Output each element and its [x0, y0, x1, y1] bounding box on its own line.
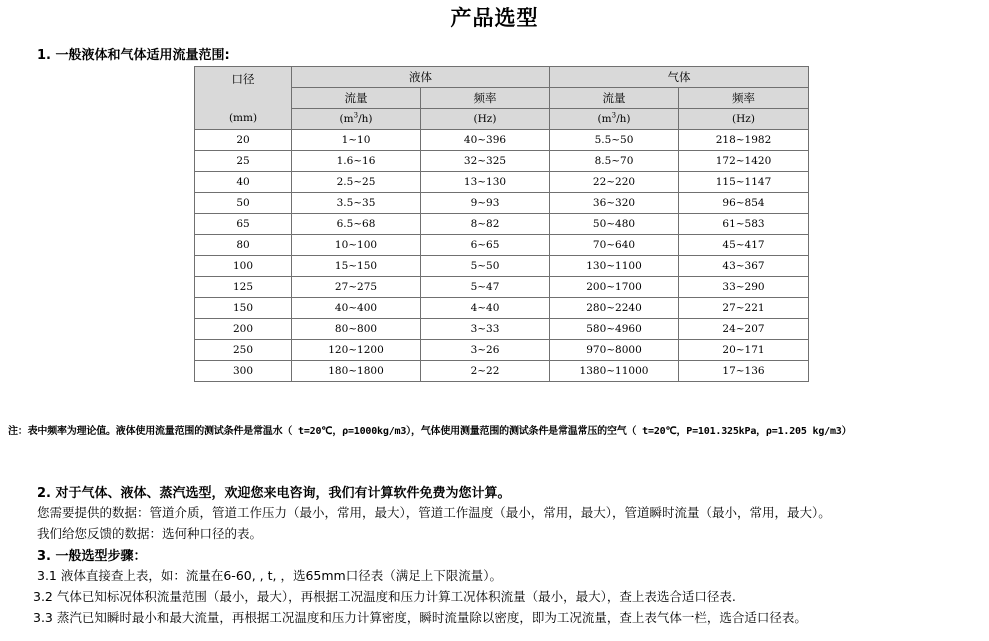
table-row	[195, 172, 809, 193]
liquid-freq-cell: 6~65	[421, 235, 550, 256]
liquid-flow-cell: 27~275	[292, 277, 421, 298]
liquid-freq-header: 频率	[421, 88, 550, 109]
bore-cell: 100	[195, 256, 292, 277]
table-row	[195, 214, 809, 235]
liquid-header: 液体	[292, 67, 550, 88]
section-3-step-3: 3.3 蒸汽已知瞬时最小和最大流量，再根据工况温度和压力计算密度，瞬时流量除以密度，即为工况流量，查上表气体一栏，选合适口径表。	[33, 610, 807, 625]
section-2-line-1: 您需要提供的数据：管道介质，管道工作压力（最小，常用，最大），管道工作温度（最小，常用，最大），管道瞬时流量（最小，常用，最大）。	[37, 505, 831, 520]
liquid-freq-cell: 2~22	[421, 361, 550, 382]
bore-cell: 20	[195, 130, 292, 151]
liquid-flow-header: 流量	[292, 88, 421, 109]
liquid-flow-cell: 80~800	[292, 319, 421, 340]
bore-cell: 250	[195, 340, 292, 361]
table-row	[195, 361, 809, 382]
page-title: 产品选型	[450, 5, 539, 30]
flow-unit-post: /h)	[616, 113, 631, 125]
bore-cell: 50	[195, 193, 292, 214]
gas-freq-cell: 115~1147	[679, 172, 809, 193]
gas-freq-cell: 43~367	[679, 256, 809, 277]
table-row	[195, 193, 809, 214]
gas-flow-cell: 1380~11000	[550, 361, 679, 382]
liquid-flow-cell: 10~100	[292, 235, 421, 256]
table-row	[195, 256, 809, 277]
gas-freq-cell: 17~136	[679, 361, 809, 382]
table-row	[195, 151, 809, 172]
gas-freq-header: 频率	[679, 88, 809, 109]
table-row	[195, 235, 809, 256]
gas-freq-cell: 24~207	[679, 319, 809, 340]
gas-freq-cell: 96~854	[679, 193, 809, 214]
section-1-heading: 1. 一般液体和气体适用流量范围:	[37, 48, 230, 63]
table-row	[195, 340, 809, 361]
gas-flow-cell: 280~2240	[550, 298, 679, 319]
gas-flow-cell: 970~8000	[550, 340, 679, 361]
liquid-flow-cell: 40~400	[292, 298, 421, 319]
bore-header-cell	[195, 67, 292, 130]
table-row	[195, 130, 809, 151]
table-row	[195, 277, 809, 298]
flow-unit-pre: (m	[597, 113, 612, 125]
gas-freq-cell: 218~1982	[679, 130, 809, 151]
liquid-freq-cell: 8~82	[421, 214, 550, 235]
liquid-flow-cell: 2.5~25	[292, 172, 421, 193]
gas-flow-cell: 22~220	[550, 172, 679, 193]
liquid-freq-cell: 13~130	[421, 172, 550, 193]
liquid-freq-cell: 3~26	[421, 340, 550, 361]
gas-freq-cell: 20~171	[679, 340, 809, 361]
liquid-flow-cell: 180~1800	[292, 361, 421, 382]
bore-cell: 40	[195, 172, 292, 193]
liquid-freq-cell: 32~325	[421, 151, 550, 172]
bore-cell: 200	[195, 319, 292, 340]
gas-flow-unit	[550, 109, 679, 130]
gas-header: 气体	[550, 67, 809, 88]
flow-unit-pre: (m	[339, 113, 354, 125]
gas-flow-cell: 200~1700	[550, 277, 679, 298]
liquid-freq-cell: 5~50	[421, 256, 550, 277]
liquid-flow-cell: 6.5~68	[292, 214, 421, 235]
liquid-flow-cell: 120~1200	[292, 340, 421, 361]
gas-freq-cell: 33~290	[679, 277, 809, 298]
liquid-freq-cell: 3~33	[421, 319, 550, 340]
table-row	[195, 298, 809, 319]
flow-range-table	[194, 66, 809, 382]
section-2-line-2: 我们给您反馈的数据：选何种口径的表。	[37, 526, 263, 541]
bore-header-unit: (mm)	[228, 112, 258, 124]
gas-flow-header: 流量	[550, 88, 679, 109]
liquid-flow-cell: 1~10	[292, 130, 421, 151]
bore-cell: 25	[195, 151, 292, 172]
gas-flow-cell: 8.5~70	[550, 151, 679, 172]
gas-freq-cell: 45~417	[679, 235, 809, 256]
gas-flow-cell: 50~480	[550, 214, 679, 235]
gas-flow-cell: 36~320	[550, 193, 679, 214]
section-3-step-2: 3.2 气体已知标况体积流量范围（最小，最大），再根据工况温度和压力计算工况体积流量（最小，最大），查上表选合适口径表.	[33, 589, 736, 604]
liquid-freq-unit: (Hz)	[421, 109, 550, 130]
liquid-freq-cell: 4~40	[421, 298, 550, 319]
section-3-heading: 3. 一般选型步骤：	[37, 549, 147, 564]
liquid-flow-unit	[292, 109, 421, 130]
gas-freq-cell: 172~1420	[679, 151, 809, 172]
bore-cell: 125	[195, 277, 292, 298]
section-2-heading: 2. 对于气体、液体、蒸汽选型，欢迎您来电咨询，我们有计算软件免费为您计算。	[37, 486, 511, 501]
flow-unit-sup: 3	[611, 111, 617, 120]
flow-unit-sup: 3	[353, 111, 359, 120]
bore-cell: 300	[195, 361, 292, 382]
table-note: 注：表中频率为理论值。液体使用流量范围的测试条件是常温水（ t=20℃，ρ=1000kg/m3），气体使用测量范围的测试条件是常温常压的空气（ t=20℃，P=101.325kPa，ρ=1.205 kg/m3）	[8, 426, 852, 437]
gas-flow-cell: 130~1100	[550, 256, 679, 277]
table-header-row-1	[195, 67, 809, 88]
liquid-freq-cell: 5~47	[421, 277, 550, 298]
table-row	[195, 319, 809, 340]
gas-freq-unit: (Hz)	[679, 109, 809, 130]
bore-cell: 150	[195, 298, 292, 319]
gas-freq-cell: 27~221	[679, 298, 809, 319]
liquid-flow-cell: 15~150	[292, 256, 421, 277]
liquid-flow-cell: 3.5~35	[292, 193, 421, 214]
flow-unit-post: /h)	[358, 113, 373, 125]
gas-freq-cell: 61~583	[679, 214, 809, 235]
bore-header-label: 口径	[231, 72, 255, 86]
bore-cell: 80	[195, 235, 292, 256]
liquid-flow-cell: 1.6~16	[292, 151, 421, 172]
liquid-freq-cell: 40~396	[421, 130, 550, 151]
gas-flow-cell: 70~640	[550, 235, 679, 256]
section-3-step-1: 3.1 液体直接查上表，如：流量在6-60, , t, ，选65mm口径表（满足上下限流量）。	[37, 568, 502, 583]
bore-cell: 65	[195, 214, 292, 235]
liquid-freq-cell: 9~93	[421, 193, 550, 214]
gas-flow-cell: 580~4960	[550, 319, 679, 340]
gas-flow-cell: 5.5~50	[550, 130, 679, 151]
